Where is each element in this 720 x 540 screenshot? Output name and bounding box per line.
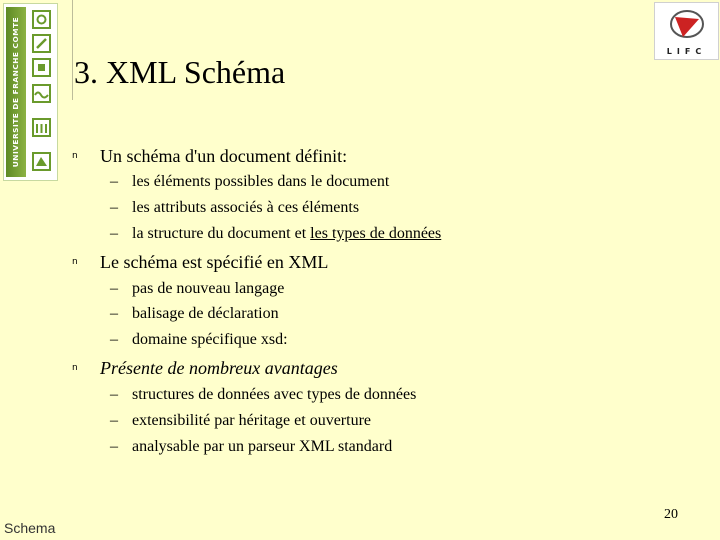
lifc-label: LIFC [666, 47, 707, 56]
logo-bar [6, 7, 26, 177]
bullet-marker: n [72, 151, 78, 161]
slide-title: 3. XML Schéma [74, 54, 286, 90]
sub-marker: – [110, 331, 118, 348]
sub-marker: – [110, 173, 118, 190]
logo-wave-icon [32, 84, 51, 103]
bullet-text: Présente de nombreux avantages [100, 358, 338, 378]
title-divider [72, 0, 73, 100]
university-name: UNIVERSITE DE FRANCHE COMTE [11, 16, 20, 168]
sub-item [110, 304, 279, 324]
footer-label: Schema [4, 520, 56, 536]
sub-marker: – [110, 412, 118, 429]
sub-text: analysable par un parseur XML standard [132, 438, 393, 455]
university-logo [3, 3, 58, 181]
bullet-item [72, 357, 338, 379]
sub-text: les attributs associés à ces éléments [132, 199, 360, 216]
sub-text: extensibilité par héritage et ouverture [132, 412, 372, 429]
logo-pen-icon [32, 34, 51, 53]
sub-marker: – [110, 280, 118, 297]
bullet-text: Le schéma est spécifié en XML [100, 252, 329, 272]
sub-text: domaine spécifique xsd: [132, 331, 288, 348]
sub-item [110, 330, 288, 350]
sub-item [110, 411, 372, 431]
sub-item [110, 385, 417, 405]
bullet-item [72, 145, 348, 167]
sub-text: structures de données avec types de données [132, 386, 417, 403]
logo-box-icon [32, 58, 51, 77]
logo-spiral-icon [32, 10, 51, 29]
sub-item [110, 437, 393, 457]
sub-text-underlined: les types de données [310, 225, 442, 242]
bullet-text: Un schéma d'un document définit: [100, 146, 348, 166]
sub-text: pas de nouveau langage [132, 280, 285, 297]
sub-marker: – [110, 199, 118, 216]
sub-text: la structure du document et [132, 225, 311, 242]
sub-item [110, 198, 360, 218]
sub-item [110, 279, 285, 299]
bullet-item [72, 251, 329, 273]
sub-marker: – [110, 305, 118, 322]
sub-text: les éléments possibles dans le document [132, 173, 390, 190]
sub-text: balisage de déclaration [132, 305, 279, 322]
bullet-marker: n [72, 257, 78, 267]
sub-marker: – [110, 386, 118, 403]
lifc-swoosh-icon [667, 7, 707, 43]
sub-marker: – [110, 225, 118, 242]
sub-item [110, 224, 442, 244]
sub-item [110, 172, 390, 192]
page-number: 20 [664, 507, 678, 522]
logo-figure-icon [32, 152, 51, 171]
sub-marker: – [110, 438, 118, 455]
lifc-logo [654, 2, 719, 60]
logo-building-icon [32, 118, 51, 137]
bullet-marker: n [72, 363, 78, 373]
